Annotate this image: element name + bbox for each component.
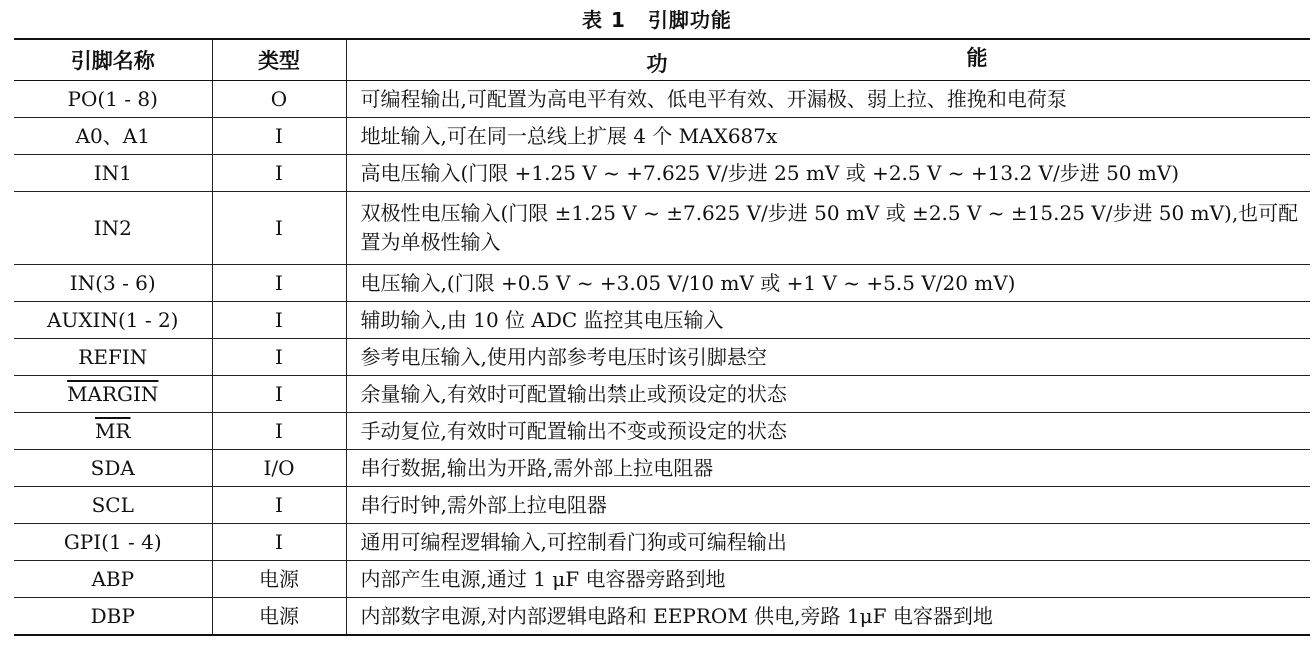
pin-description: 高电压输入(门限 +1.25 V ~ +7.625 V/步进 25 mV 或 +2.5 V ~ +13.2 V/步进 50 mV)	[346, 155, 1310, 192]
pin-name: SDA	[14, 450, 212, 487]
pin-type: I	[212, 376, 346, 413]
pin-type: I	[212, 302, 346, 339]
pin-description: 余量输入,有效时可配置输出禁止或预设定的状态	[346, 376, 1310, 413]
pin-description: 参考电压输入,使用内部参考电压时该引脚悬空	[346, 339, 1310, 376]
pin-name: IN(3 - 6)	[14, 265, 212, 302]
pin-type: I	[212, 192, 346, 265]
pin-description: 内部数字电源,对内部逻辑电路和 EEPROM 供电,旁路 1μF 电容器到地	[346, 598, 1310, 636]
pin-name: SCL	[14, 487, 212, 524]
pin-name: PO(1 - 8)	[14, 81, 212, 118]
table-number: 表 1	[582, 8, 626, 32]
pin-description: 电压输入,(门限 +0.5 V ~ +3.05 V/10 mV 或 +1 V ~ +5.5 V/20 mV)	[346, 265, 1310, 302]
pin-name	[14, 413, 212, 450]
table-row	[14, 450, 1310, 487]
pin-type: I	[212, 524, 346, 561]
table-caption	[0, 4, 1314, 33]
header-row	[14, 39, 1310, 81]
pin-description: 通用可编程逻辑输入,可控制看门狗或可编程输出	[346, 524, 1310, 561]
pin-name: A0、A1	[14, 118, 212, 155]
pin-name: REFIN	[14, 339, 212, 376]
pin-function-table	[14, 38, 1310, 636]
pin-name: ABP	[14, 561, 212, 598]
pin-type: I	[212, 265, 346, 302]
pin-name: GPI(1 - 4)	[14, 524, 212, 561]
pin-description: 地址输入,可在同一总线上扩展 4 个 MAX687x	[346, 118, 1310, 155]
pin-type: 电源	[212, 598, 346, 636]
pin-description: 内部产生电源,通过 1 μF 电容器旁路到地	[346, 561, 1310, 598]
pin-type: 电源	[212, 561, 346, 598]
pin-type: I	[212, 339, 346, 376]
table-title: 引脚功能	[647, 8, 732, 32]
header-pin-name: 引脚名称	[14, 39, 212, 81]
pin-description: 辅助输入,由 10 位 ADC 监控其电压输入	[346, 302, 1310, 339]
pin-description: 串行时钟,需外部上拉电阻器	[346, 487, 1310, 524]
pin-name-overlined: $\overline{MR}$	[94, 418, 131, 443]
table-row	[14, 413, 1310, 450]
header-function	[346, 39, 1310, 81]
table-row	[14, 118, 1310, 155]
table-row	[14, 598, 1310, 636]
table-row	[14, 265, 1310, 302]
header-function-part1: 功	[646, 52, 668, 76]
table-row	[14, 155, 1310, 192]
pin-type: I/O	[212, 450, 346, 487]
header-type: 类型	[212, 39, 346, 81]
pin-description: 双极性电压输入(门限 ±1.25 V ~ ±7.625 V/步进 50 mV 或 ±2.5 V ~ ±15.25 V/步进 50 mV),也可配置为单极性输入	[346, 192, 1310, 265]
pin-name: AUXIN(1 - 2)	[14, 302, 212, 339]
pin-type: O	[212, 81, 346, 118]
table-row	[14, 339, 1310, 376]
pin-description: 手动复位,有效时可配置输出不变或预设定的状态	[346, 413, 1310, 450]
pin-description: 可编程输出,可配置为高电平有效、低电平有效、开漏极、弱上拉、推挽和电荷泵	[346, 81, 1310, 118]
table-row	[14, 524, 1310, 561]
table-row	[14, 302, 1310, 339]
pin-description: 串行数据,输出为开路,需外部上拉电阻器	[346, 450, 1310, 487]
pin-type: I	[212, 487, 346, 524]
table-row	[14, 81, 1310, 118]
pin-type: I	[212, 118, 346, 155]
table-row	[14, 561, 1310, 598]
pin-name: DBP	[14, 598, 212, 636]
pin-name	[14, 376, 212, 413]
table-row	[14, 376, 1310, 413]
header-function-part2: 能	[966, 46, 988, 70]
table-row	[14, 192, 1310, 265]
pin-type: I	[212, 413, 346, 450]
table-row	[14, 487, 1310, 524]
pin-name: IN1	[14, 155, 212, 192]
pin-type: I	[212, 155, 346, 192]
pin-name: IN2	[14, 192, 212, 265]
pin-name-overlined: MARGIN	[67, 381, 159, 406]
